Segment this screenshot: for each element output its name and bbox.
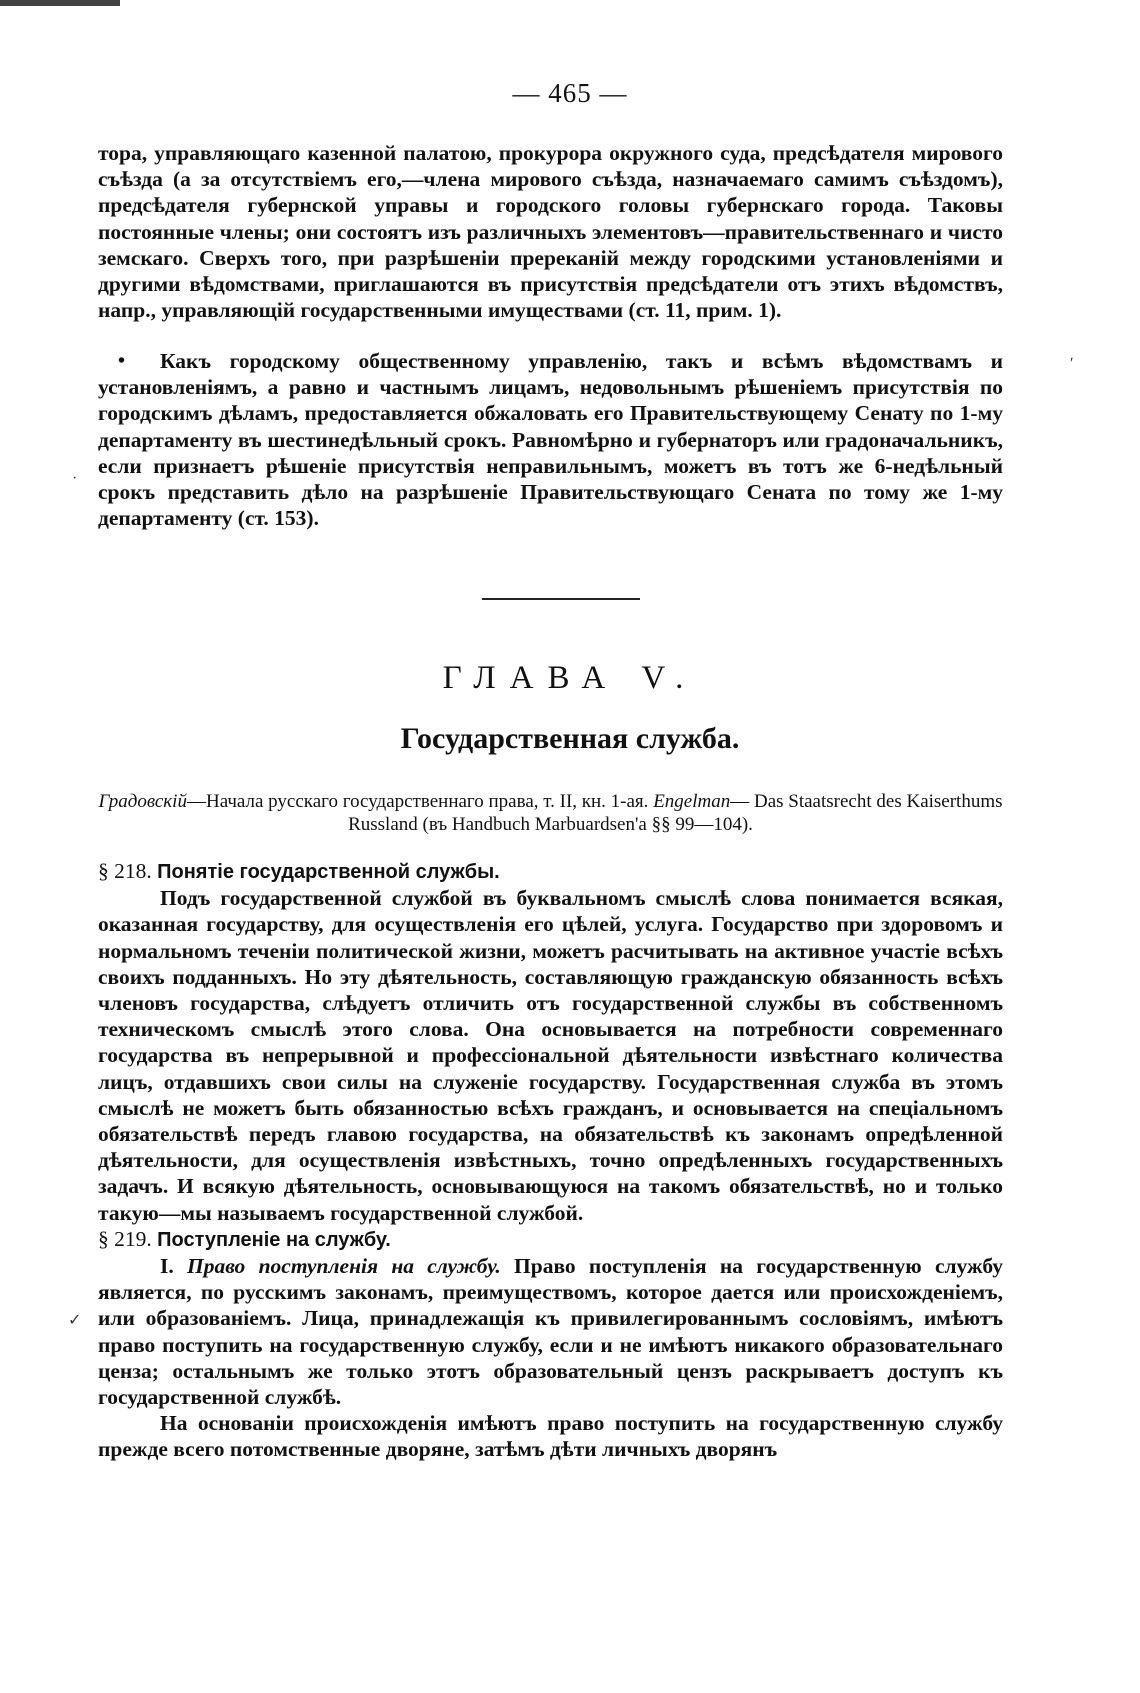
paragraph-appeal: [98, 348, 1003, 531]
paragraph-continued: [98, 140, 1003, 323]
reference-text: — Das Staatsrecht des Kaiserthums Russland (въ Handbuch Marbuardsen'a §§ 99—104).: [348, 791, 1003, 835]
margin-speck: ✓: [68, 1312, 82, 1329]
chapter-title: Государственная служба.: [400, 722, 740, 755]
section-body: [98, 1253, 1003, 1410]
scan-artifact: [0, 0, 120, 6]
section-heading-219: [98, 1226, 1003, 1253]
section-body: На основаніи происхожденія имѣютъ право поступить на государственную службу прежде всего потомственные дворяне, затѣмъ дѣти личныхъ дворянъ: [98, 1411, 1003, 1462]
margin-speck: ·: [72, 470, 78, 487]
chapter-heading: ГЛАВА V.: [442, 660, 698, 696]
section-title: Поступленіе на службу.: [157, 1228, 391, 1251]
section-heading-218: [98, 858, 1003, 885]
section-divider: [482, 598, 640, 600]
paragraph-text: тора, управляющаго казенной палатою, прокурора окружного суда, предсѣдателя мирового съѣзда (а за отсутствіемъ его,—члена мирового съѣзда, назначаемаго самимъ съѣздомъ), предсѣдателя губернской управы и городского головы губернскаго города. Таковы постоянные члены; они состоятъ изъ различныхъ элементовъ—правительственнаго и чисто земскаго. Сверхъ того, при разрѣшеніи пререканій между городскими установленіями и другими вѣдомствами, приглашаются въ присутствія предсѣдатели отъ этихъ вѣдомствъ, напр., управляющій государственными имуществами (ст. 11, прим. 1).: [98, 141, 1003, 323]
reference-author: Градовскій: [98, 791, 187, 812]
item-marker: I.: [160, 1254, 174, 1279]
item-title: Право поступленія на службу.: [187, 1254, 501, 1279]
references: [98, 790, 1003, 836]
item-body: Право поступленія на государственную службу является, по русскимъ законамъ, преимуществомъ, которое дается или происхожденіемъ, или образованіемъ. Лица, принадлежащія къ привилегированнымъ сословіямъ, имѣютъ право поступить на государственную службу, если и не имѣютъ никакого образовательнаго ценза; остальнымъ же только этотъ образовательный цензъ раскрываетъ доступъ къ государственной службѣ.: [98, 1254, 1004, 1410]
section-number: § 219.: [98, 1226, 152, 1251]
main-body: [98, 858, 1003, 1463]
section-number: § 218.: [98, 859, 152, 883]
reference-author: Engelman: [653, 791, 731, 812]
bullet-mark: •: [118, 350, 126, 372]
section-body: Подъ государственной службой въ буквальномъ смыслѣ слова понимается всякая, оказанная государству, для осуществленія его цѣлей, услуга. Государство при здоровомъ и нормальномъ теченіи политической жизни, можетъ расчитывать на активное участіе всѣхъ своихъ подданныхъ. Но эту дѣятельность, составляющую гражданскую обязанность всѣхъ членовъ государства, слѣдуетъ отличить отъ государственной службы въ собственномъ техническомъ смыслѣ этого слова. Она основывается на потребности современнаго государства въ непрерывной и профессіональной дѣятельности извѣстнаго количества лицъ, отдавшихъ свои силы на служеніе государству. Государственная служба въ этомъ смыслѣ не можетъ быть обязанностью всѣхъ гражданъ, и основывается на спеціальномъ обязательствѣ передъ главою государства, на обязательствѣ къ законамъ опредѣленной дѣятельности, для осуществленія извѣстныхъ, точно опредѣленныхъ государственныхъ задачъ. И всякую дѣятельность, основывающуюся на такомъ обязательствѣ, но и только такую—мы называемъ государственной службой.: [98, 886, 1003, 1225]
margin-speck: ʹ: [1070, 355, 1074, 372]
page-number: — 465 —: [512, 78, 628, 108]
paragraph-text: Какъ городскому общественному управленію, такъ и всѣмъ вѣдомствамъ и установленіямъ, а равно и частнымъ лицамъ, недовольнымъ рѣшеніемъ присутствія по городскимъ дѣламъ, предоставляется обжаловать его Правительствующему Сенату по 1-му департаменту въ шестинедѣльный срокъ. Равномѣрно и губернаторъ или градоначальникъ, если признаетъ рѣшеніе присутствія неправильнымъ, можетъ въ тотъ же 6-недѣльный срокъ представить дѣло на разрѣшеніе Правительствующаго Сената по тому же 1-му департаменту (ст. 153).: [98, 349, 1003, 531]
section-title: Понятіе государственной службы.: [157, 861, 500, 883]
reference-text: —Начала русскаго государственнаго права, т. II, кн. 1-ая.: [186, 791, 649, 812]
